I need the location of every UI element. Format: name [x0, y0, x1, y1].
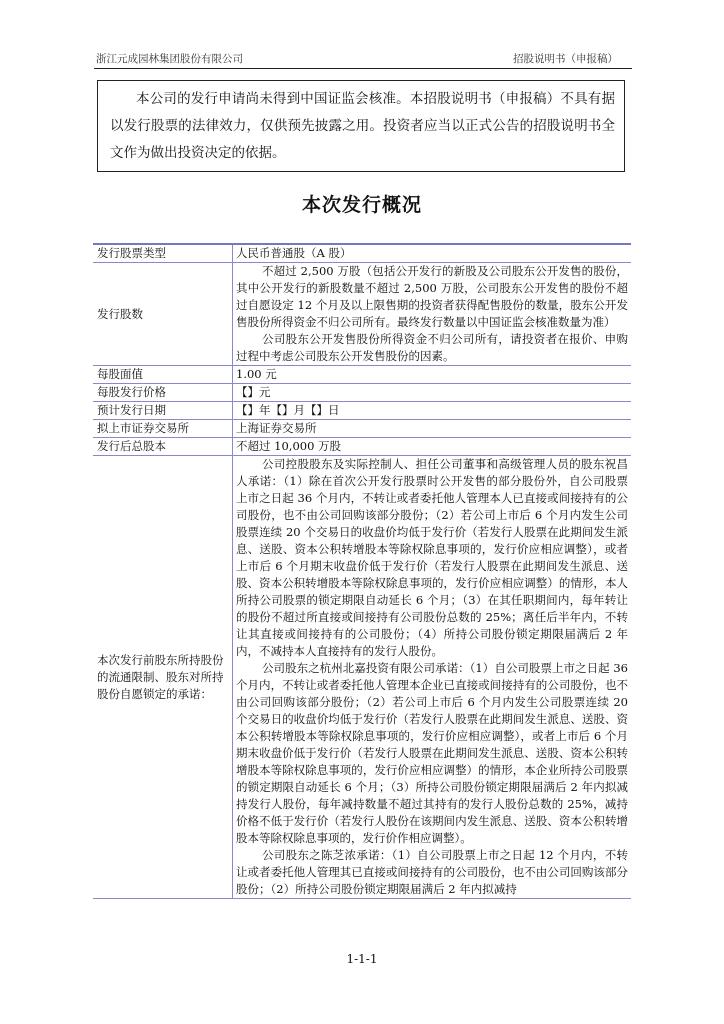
page-number: 1-1-1	[346, 952, 378, 966]
row-value: 【】元	[233, 384, 632, 402]
row-label: 发行股票类型	[93, 244, 233, 263]
value-paragraph: 公司股东之陈芝浓承诺：（1）自公司股票上市之日起 12 个月内，不转让或者委托他人管理其已直接或间接持有的公司股份，也不由公司回购该部分股份；（2）所持公司股份锁定期限届满后 2 年内拟减持	[236, 848, 628, 896]
value-paragraph: 不超过 2,500 万股（包括公开发行的新股及公司股东公开发售的股份，其中公开发行的新股数量不超过 2,500 万股，公司股东公开发售的股份不超过自愿设定 12 个月及以上限售期的投资者获得配售股份的数量，股东公开发售股份所得资金不归公司所有。最终发行数量以中国证监会核准数量为准）	[236, 264, 628, 329]
row-label: 本次发行前股东所持股份的流通限制、股东对所持股份自愿锁定的承诺：	[93, 456, 233, 899]
row-value	[233, 456, 632, 899]
row-value: 人民币普通股（A 股）	[233, 244, 632, 263]
value-paragraph: 公司控股股东及实际控制人、担任公司董事和高级管理人员的股东祝昌人承诺：（1）除在首次公开发行股票时公开发售的部分股份外，自公司股票上市之日起 36 个月内，不转让或者委托他人管理本人已直接或间接持有的公司股份，也不由公司回购该部分股份；（2）若公司上市后 6 个月内发生公司股票连续 20 个交易日的收盘价均低于发行价（若发行人股票在此期间发生派息、送股、资本公积转增股本等除权除息事项的，发行价应相应调整），或者上市后 6 个月期末收盘价低于发行价（若发行人股票在此期间发生派息、送股、资本公积转增股本等除权除息事项的，发行价应相应调整）的情形，本人所持公司股票的锁定期限自动延长 6 个月；（3）在其任职期间内，每年转让的股份不超过所直接或间接持有公司股份总数的 25%；离任后半年内，不转让其直接或间接持有的公司股份；（4）所持公司股份锁定期限届满后 2 年内，不减持本人直接持有的发行人股份。	[236, 457, 628, 658]
row-label: 每股发行价格	[93, 384, 233, 402]
header-doc-type: 招股说明书（申报稿）	[513, 53, 618, 65]
offering-overview-table	[93, 243, 631, 899]
row-label: 发行股数	[93, 263, 233, 366]
header-company: 浙江元成园林集团股份有限公司	[96, 53, 243, 65]
table-row	[93, 244, 631, 263]
table-row	[93, 384, 631, 402]
row-label: 发行后总股本	[93, 438, 233, 456]
row-value	[233, 263, 632, 366]
table-row	[93, 420, 631, 438]
row-value: 上海证券交易所	[233, 420, 632, 438]
value-paragraph: 公司股东之杭州北嘉投资有限公司承诺：（1）自公司股票上市之日起 36 个月内，不转让或者委托他人管理本企业已直接或间接持有的公司股份，也不由公司回购该部分股份；（2）若公司上市后 6 个月内发生公司股票连续 20 个交易日的收盘价均低于发行价（若发行人股票在此期间发生派息、送股、资本公积转增股本等除权除息事项的，发行价应相应调整），或者上市后 6 个月期末收盘价低于发行价（若发行人股票在此期间发生派息、送股、资本公积转增股本等除权除息事项的，发行价应相应调整）的情形，本企业所持公司股票的锁定期限自动延长 6 个月；（3）所持公司股份锁定期限届满后 2 年内拟减持发行人股份，每年减持数量不超过其持有的发行人股份总数的 25%，减持价格不低于发行价（若发行人股份在该期间内发生派息、送股、资本公积转增股本等除权除息事项的，发行价作相应调整）。	[236, 661, 628, 845]
table-row	[93, 456, 631, 899]
value-paragraph: 公司股东公开发售股份所得资金不归公司所有，请投资者在报价、申购过程中考虑公司股东公开发售股份的因素。	[236, 332, 628, 363]
table-row	[93, 366, 631, 384]
section-title: 本次发行概况	[301, 194, 422, 216]
table-row	[93, 402, 631, 420]
disclaimer-box	[97, 80, 625, 172]
row-value: 【】年【】月【】日	[233, 402, 632, 420]
table-row	[93, 263, 631, 366]
row-value: 1.00 元	[233, 366, 632, 384]
page-header	[94, 46, 632, 69]
disclaimer-text: 本公司的发行申请尚未得到中国证监会核准。本招股说明书（申报稿）不具有据以发行股票的法律效力，仅供预先披露之用。投资者应当以正式公告的招股说明书全文作为做出投资决定的依据。	[110, 91, 615, 161]
row-label: 拟上市证券交易所	[93, 420, 233, 438]
row-label: 每股面值	[93, 366, 233, 384]
row-value: 不超过 10,000 万股	[233, 438, 632, 456]
row-label: 预计发行日期	[93, 402, 233, 420]
table-row	[93, 438, 631, 456]
